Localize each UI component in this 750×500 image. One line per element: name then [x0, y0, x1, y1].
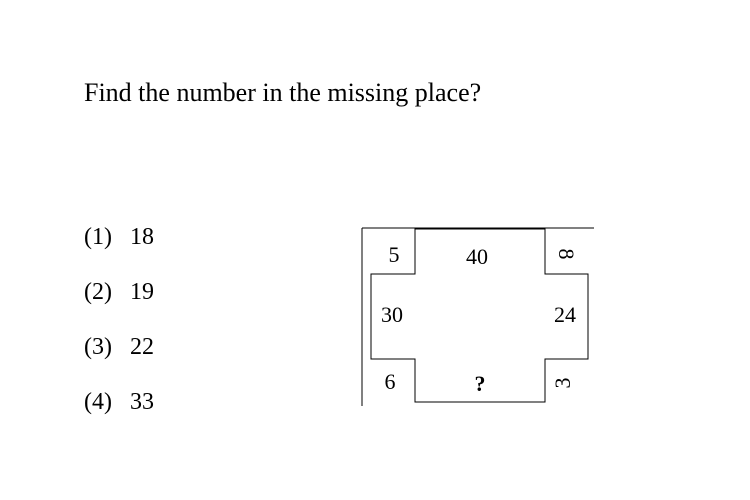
- cell-bottom-middle-missing: ?: [474, 371, 486, 396]
- cell-right-middle: 24: [554, 302, 576, 327]
- option-1-value: 18: [130, 224, 154, 250]
- cell-top-right: 8: [554, 248, 579, 260]
- cell-left-middle: 30: [381, 302, 403, 327]
- option-2-number: (2): [84, 279, 112, 305]
- option-4-number: (4): [84, 389, 112, 415]
- option-3-number: (3): [84, 334, 112, 360]
- option-3-value: 22: [130, 334, 154, 360]
- cell-top-middle: 40: [466, 244, 488, 269]
- option-4-value: 33: [130, 389, 154, 415]
- cell-bottom-left: 6: [384, 369, 396, 394]
- question-text: Find the number in the missing place?: [84, 78, 482, 107]
- option-1-number: (1): [84, 224, 112, 250]
- option-2-value: 19: [130, 279, 154, 305]
- cell-top-left: 5: [388, 242, 400, 267]
- cell-bottom-right: 3: [550, 377, 575, 389]
